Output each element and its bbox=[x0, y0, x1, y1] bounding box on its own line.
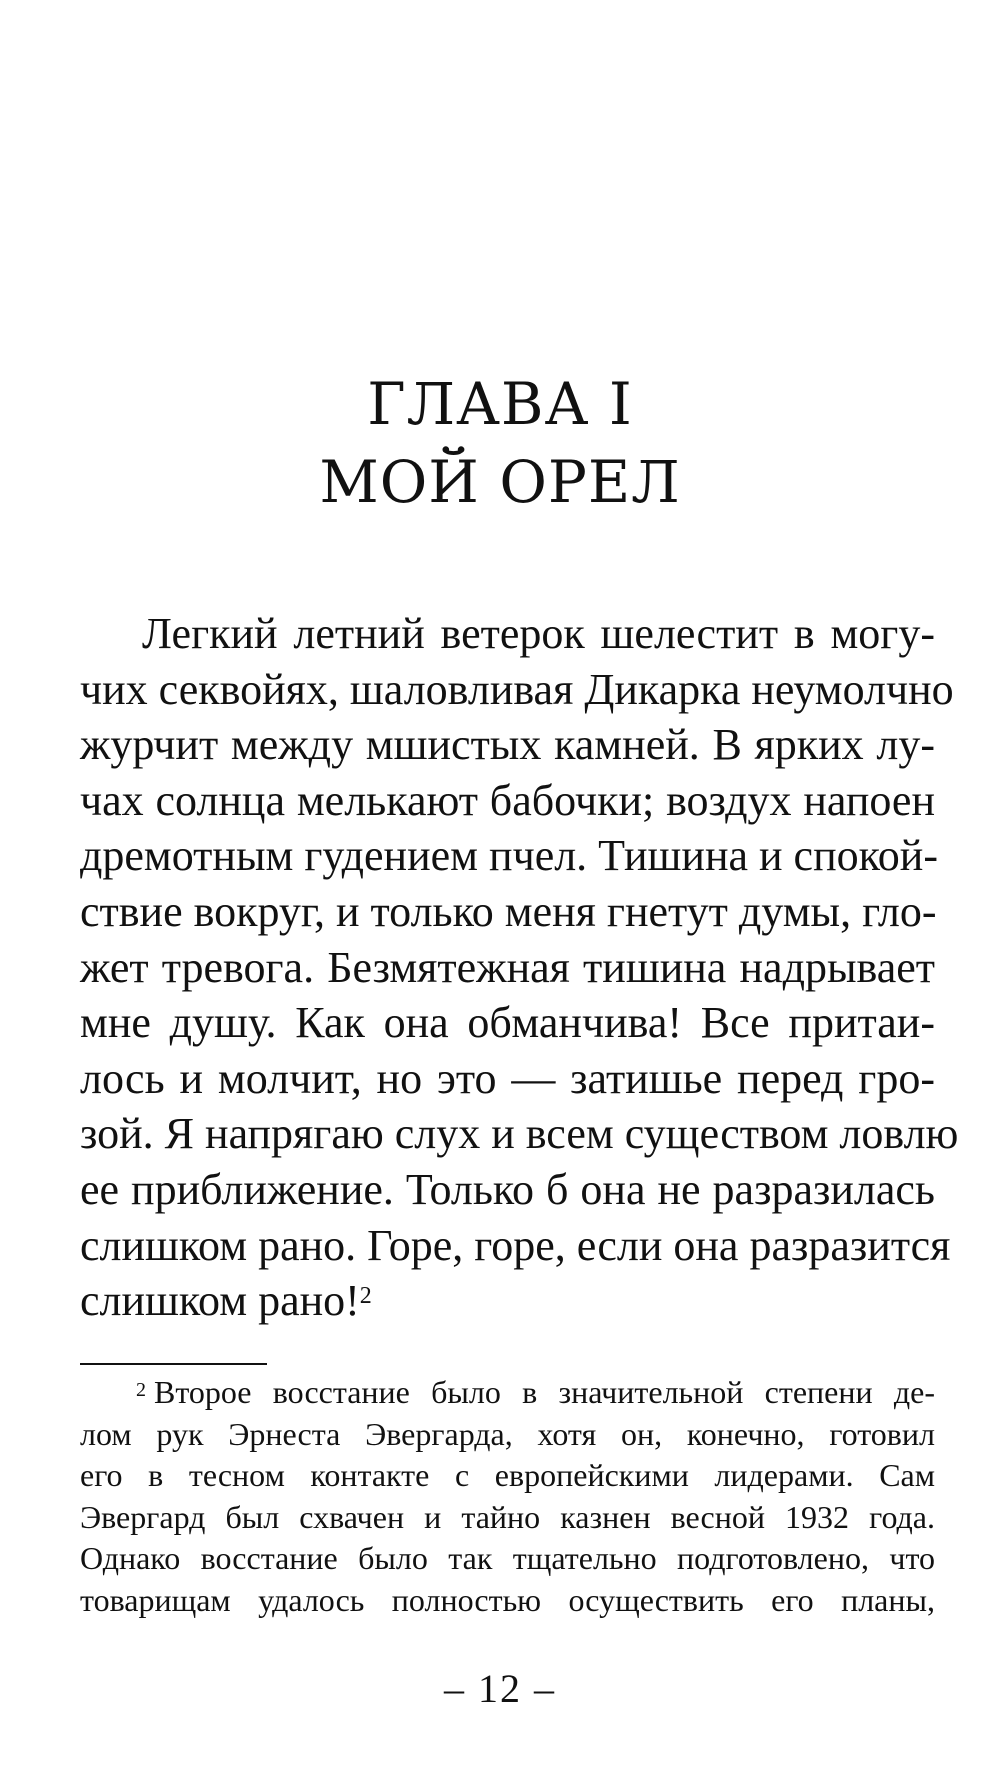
text-line: дремотным гудением пчел. Тишина и спокой- bbox=[80, 831, 938, 881]
footnote-line bbox=[80, 1372, 935, 1414]
text-line: мне душу. Как она обманчива! Все притаи- bbox=[80, 998, 935, 1048]
footnote-separator bbox=[80, 1363, 267, 1365]
text-line: чах солнца мелькают бабочки; воздух напоен bbox=[80, 775, 935, 825]
footnote-reference[interactable]: 2 bbox=[359, 1283, 372, 1310]
footnote-number: 2 bbox=[136, 1379, 146, 1401]
text-line: слишком рано. Горе, горе, если она разразится bbox=[80, 1220, 951, 1270]
chapter-title: МОЙ ОРЕЛ bbox=[319, 448, 681, 516]
main-text bbox=[80, 606, 959, 1329]
text-line: лось и молчит, но это — затишье перед гро- bbox=[80, 1053, 935, 1103]
footnote-line: Однако восстание было так тщательно подготовлено, что bbox=[80, 1540, 935, 1576]
footnote bbox=[80, 1372, 935, 1621]
page-number: – 12 – bbox=[444, 1666, 556, 1711]
text-line: чих секвойях, шаловливая Дикарка неумолчно bbox=[80, 664, 954, 714]
text-line-content: слишком рано! bbox=[80, 1276, 360, 1326]
text-line: Легкий летний ветерок шелестит в могу- bbox=[142, 609, 935, 658]
text-line-last bbox=[80, 1273, 935, 1329]
text-line: жет тревога. Безмятежная тишина надрывает bbox=[80, 942, 935, 992]
footnote-line: его в тесном контакте с европейскими лидерами. Сам bbox=[80, 1457, 935, 1493]
text-line: зой. Я напрягаю слух и всем существом ловлю bbox=[80, 1109, 959, 1159]
footnote-line: Эвергард был схвачен и тайно казнен весной 1932 года. bbox=[80, 1498, 935, 1535]
footnote-line: товарищам удалось полностью осуществить его планы, bbox=[80, 1581, 935, 1618]
chapter-number: ГЛАВА I bbox=[367, 370, 633, 438]
text-line: журчит между мшистых камней. В ярких лу- bbox=[80, 720, 935, 770]
chapter-heading bbox=[0, 365, 1000, 521]
footnote-line: лом рук Эрнеста Эвергарда, хотя он, конечно, готовил bbox=[80, 1415, 935, 1452]
text-line: ее приближение. Только б она не разразилась bbox=[80, 1164, 935, 1214]
footnote-line-text: Второе восстание было в значительной степени де- bbox=[154, 1374, 935, 1410]
text-line: ствие вокруг, и только меня гнетут думы, гло- bbox=[80, 886, 937, 936]
